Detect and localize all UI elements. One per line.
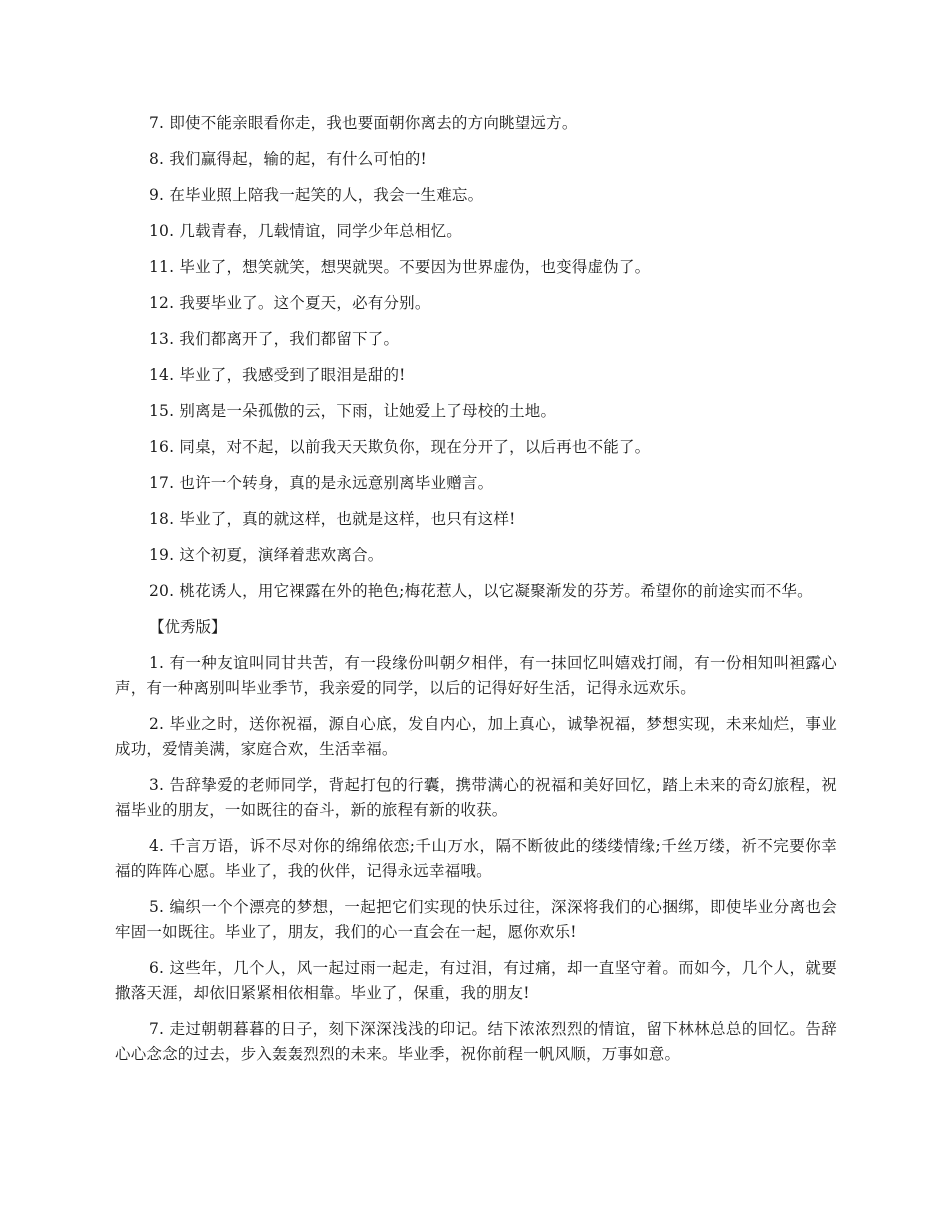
list-item: 15. 别离是一朵孤傲的云，下雨，让她爱上了母校的土地。 (149, 402, 557, 420)
list-item: 2. 毕业之时，送你祝福，源自心底，发自内心，加上真心，诚挚祝福，梦想实现，未来灿烂，事业成功，爱情美满，家庭合欢，生活幸福。 (115, 715, 837, 758)
list-item: 6. 这些年，几个人，风一起过雨一起走，有过泪，有过痛，却一直坚守着。而如今，几个人，就要撒落天涯，却依旧紧紧相依相靠。毕业了，保重，我的朋友! (115, 959, 837, 1002)
list-item: 18. 毕业了，真的就这样，也就是这样，也只有这样! (149, 510, 516, 528)
list-item: 16. 同桌，对不起，以前我天天欺负你，现在分开了，以后再也不能了。 (149, 438, 651, 456)
list-item: 4. 千言万语，诉不尽对你的绵绵依恋;千山万水，隔不断彼此的缕缕情缘;千丝万缕，祈不完要你幸福的阵阵心愿。毕业了，我的伙伴，记得永远幸福哦。 (115, 837, 837, 880)
list-item: 8. 我们赢得起，输的起，有什么可怕的! (149, 150, 427, 168)
list-item: 20. 桃花诱人，用它裸露在外的艳色;梅花惹人，以它凝聚渐发的芬芳。希望你的前途实而不华。 (149, 582, 813, 600)
list-item: 12. 我要毕业了。这个夏天，必有分别。 (149, 294, 431, 312)
section-heading: 【优秀版】 (149, 618, 227, 636)
list-item: 19. 这个初夏，演绎着悲欢离合。 (149, 546, 384, 564)
list-item: 13. 我们都离开了，我们都留下了。 (149, 330, 400, 348)
list-item: 7. 走过朝朝暮暮的日子，刻下深深浅浅的印记。结下浓浓烈烈的情谊，留下林林总总的回忆。告辞心心念念的过去，步入轰轰烈烈的未来。毕业季，祝你前程一帆风顺，万事如意。 (115, 1020, 837, 1063)
list-item: 17. 也许一个转身，真的是永远意别离毕业赠言。 (149, 474, 494, 492)
document-page (115, 111, 837, 1078)
list-item: 1. 有一种友谊叫同甘共苦，有一段缘份叫朝夕相伴，有一抹回忆叫嬉戏打闹，有一份相知叫袒露心声，有一种离别叫毕业季节，我亲爱的同学，以后的记得好好生活，记得永远欢乐。 (115, 654, 837, 697)
list-item: 10. 几载青春，几载情谊，同学少年总相忆。 (149, 222, 462, 240)
list-item: 5. 编织一个个漂亮的梦想，一起把它们实现的快乐过往，深深将我们的心捆绑，即使毕业分离也会牢固一如既往。毕业了，朋友，我们的心一直会在一起，愿你欢乐! (115, 898, 837, 941)
list-item: 3. 告辞挚爱的老师同学，背起打包的行囊，携带满心的祝福和美好回忆，踏上未来的奇幻旅程，祝福毕业的朋友，一如既往的奋斗，新的旅程有新的收获。 (115, 776, 837, 819)
list-item: 14. 毕业了，我感受到了眼泪是甜的! (149, 366, 406, 384)
list-item: 9. 在毕业照上陪我一起笑的人，我会一生难忘。 (149, 186, 484, 204)
list-item: 7. 即使不能亲眼看你走，我也要面朝你离去的方向眺望远方。 (149, 114, 578, 132)
list-item: 11. 毕业了，想笑就笑，想哭就哭。不要因为世界虚伪，也变得虚伪了。 (149, 258, 651, 276)
